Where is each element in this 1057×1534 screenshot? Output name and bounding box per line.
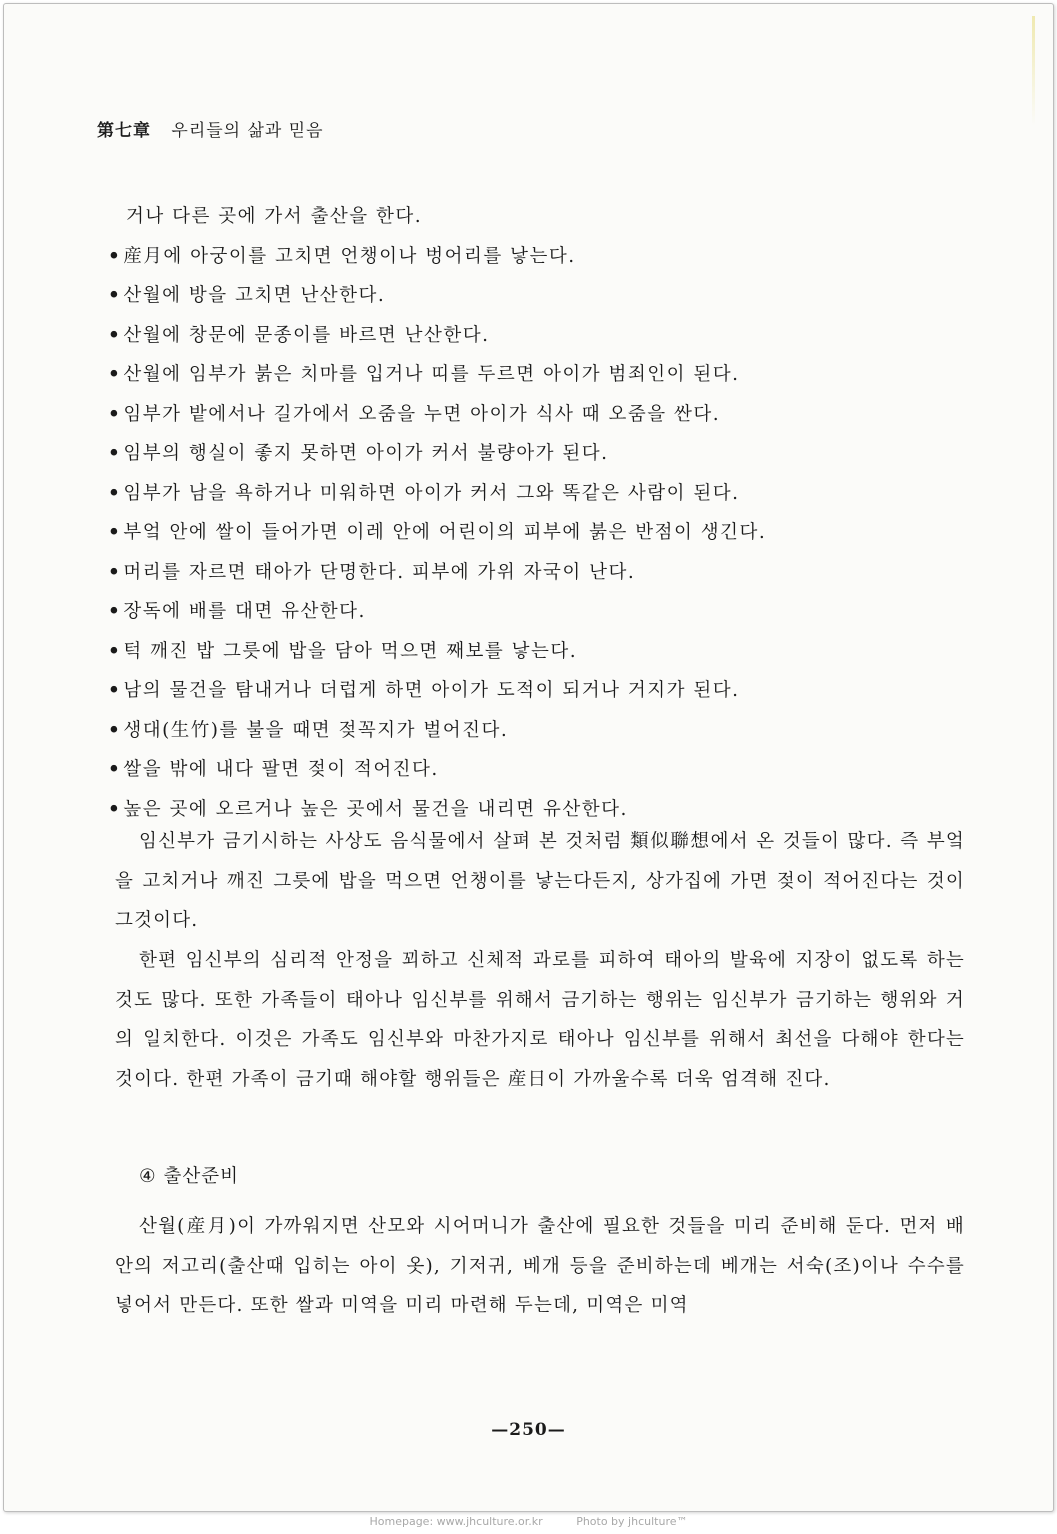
list-item — [108, 592, 968, 632]
list-item-text: 임부가 밭에서나 길가에서 오줌을 누면 아이가 식사 때 오줌을 싼다. — [123, 403, 721, 425]
list-item — [108, 632, 968, 672]
list-item-text: 쌀을 밖에 내다 팔면 젖이 적어진다. — [123, 759, 439, 780]
list-item — [108, 750, 968, 790]
list-item-text: 남의 물건을 탐내거나 더럽게 하면 아이가 도적이 되거나 거지가 된다. — [123, 680, 740, 701]
list-item — [108, 474, 968, 514]
list-item — [108, 671, 968, 711]
list-item-text: 임부가 남을 욕하거나 미워하면 아이가 커서 그와 똑같은 사람이 된다. — [123, 482, 740, 504]
footer-credit — [0, 1515, 1057, 1528]
list-item — [108, 197, 968, 237]
list-item-text: 턱 깨진 밥 그릇에 밥을 담아 먹으면 째보를 낳는다. — [123, 640, 578, 662]
bullet-marker: • — [108, 324, 122, 346]
bullet-marker: • — [108, 798, 122, 820]
bullet-marker: • — [108, 680, 122, 701]
bullet-marker: • — [108, 443, 122, 464]
bullet-marker: • — [108, 245, 122, 267]
bullet-marker: • — [108, 364, 122, 385]
bullet-marker: • — [108, 719, 122, 741]
bullet-marker: • — [108, 561, 122, 583]
list-item-text: 부엌 안에 쌀이 들어가면 이레 안에 어린이의 피부에 붉은 반점이 생긴다. — [123, 522, 767, 543]
section-heading: ④ 출산준비 — [139, 1166, 239, 1187]
page-number: —250— — [491, 1420, 566, 1440]
list-item-text: 산월에 창문에 문종이를 바르면 난산한다. — [123, 324, 490, 346]
bullet-marker: • — [108, 285, 122, 306]
list-item — [108, 237, 968, 277]
list-item — [108, 316, 968, 356]
list-item-text: 머리를 자르면 태아가 단명한다. 피부에 가위 자국이 난다. — [123, 561, 636, 583]
body-paragraph: 산월(産月)이 가까워지면 산모와 시어머니가 출산에 필요한 것들을 미리 준비해 둔다. 먼저 배안의 저고리(출산때 입히는 아이 옷), 기저귀, 베개 등을 준비하는데 베개는 서숙(조)이나 수수를 넣어서 만든다. 또한 쌀과 미역을 미리 마련해 두는데, 미역은 미역 — [115, 1216, 965, 1316]
bullet-marker: • — [108, 522, 122, 543]
bullet-marker: • — [108, 640, 122, 662]
list-item-text: 산월에 방을 고치면 난산한다. — [123, 285, 386, 306]
list-item-text: 생대(生竹)를 불을 때면 젖꼭지가 벌어진다. — [123, 719, 509, 741]
taboo-list — [108, 197, 968, 829]
list-item — [108, 434, 968, 474]
footer-photo-credit: Photo by jhculture™ — [576, 1515, 688, 1528]
chapter-title: 우리들의 삶과 믿음 — [171, 121, 324, 141]
bullet-marker: • — [108, 759, 122, 780]
list-item — [108, 553, 968, 593]
list-item — [108, 355, 968, 395]
list-item-text: 높은 곳에 오르거나 높은 곳에서 물건을 내리면 유산한다. — [123, 798, 628, 820]
footer-homepage: Homepage: www.jhculture.or.kr — [369, 1515, 543, 1528]
list-item — [108, 276, 968, 316]
bullet-marker: • — [108, 482, 122, 504]
list-item — [108, 395, 968, 435]
chapter-header — [97, 116, 324, 141]
body-paragraph: 임신부가 금기시하는 사상도 음식물에서 살펴 본 것처럼 類似聯想에서 온 것들이 많다. 즉 부엌을 고치거나 깨진 그릇에 밥을 먹으면 언챙이를 낳는다든지, 상가집에 가면 젖이 적어진다는 것이 그것이다. — [115, 831, 965, 931]
list-item-text: 거나 다른 곳에 가서 출산을 한다. — [126, 206, 423, 227]
list-item-text: 산월에 임부가 붉은 치마를 입거나 띠를 두르면 아이가 범죄인이 된다. — [123, 364, 740, 385]
list-item-text: 産月에 아궁이를 고치면 언챙이나 벙어리를 낳는다. — [123, 245, 576, 267]
body-paragraph: 한편 임신부의 심리적 안정을 꾀하고 신체적 과로를 피하여 태아의 발육에 지장이 없도록 하는 것도 많다. 또한 가족들이 태아나 임신부를 위해서 금기하는 행위는 임신부가 금기하는 행위와 거의 일치한다. 이것은 가족도 임신부와 마찬가지로 태아나 임신부를 위해서 최선을 다해야 한다는 것이다. 한편 가족이 금기때 해야할 행위들은 産日이 가까울수록 더욱 엄격해 진다. — [115, 950, 965, 1090]
page-frame — [3, 3, 1054, 1512]
page-edge-mark — [1032, 16, 1035, 126]
list-item-text: 장독에 배를 대면 유산한다. — [123, 601, 366, 622]
list-item — [108, 711, 968, 751]
bullet-marker: • — [108, 403, 122, 425]
list-item-text: 임부의 행실이 좋지 못하면 아이가 커서 불량아가 된다. — [123, 443, 609, 464]
bullet-marker: • — [108, 601, 122, 622]
chapter-number: 第七章 — [97, 121, 151, 141]
list-item — [108, 513, 968, 553]
